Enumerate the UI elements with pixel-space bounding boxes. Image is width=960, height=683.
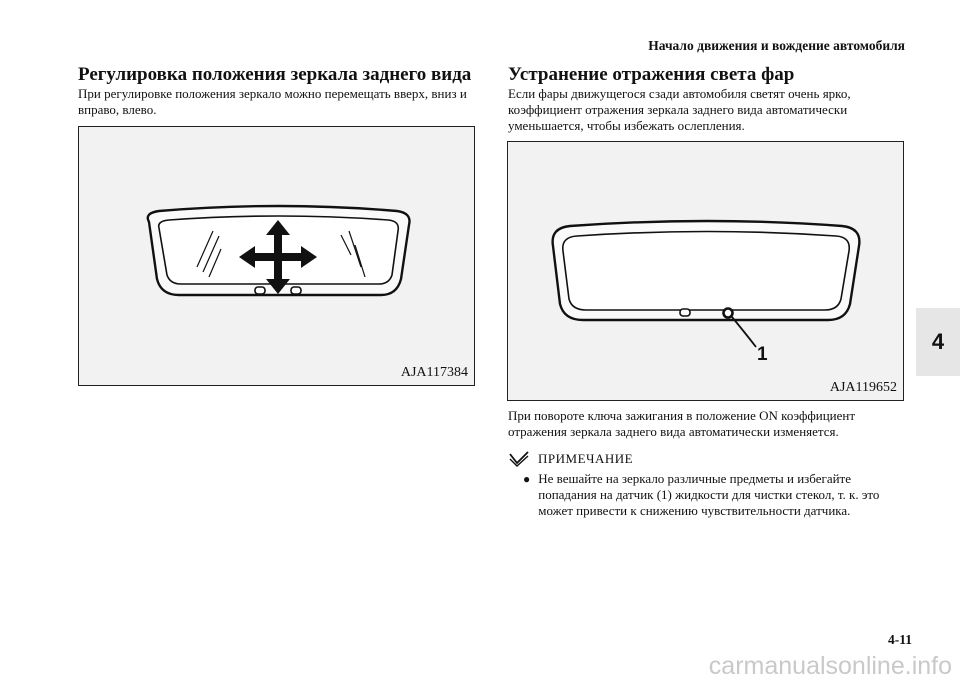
note-item-text: Не вешайте на зеркало различные предметы и избегайте попадания на датчик (1) жидкости для чистки стекол, т. к. это может привести к снижению чувствительности датчика. [538,471,880,518]
left-paragraph: При регулировке положения зеркало можно перемещать вверх, вниз и вправо, влево. [78,86,467,117]
mirror-bump-right [291,287,301,294]
mirror-bump-left [680,309,690,316]
figure-code: AJA117384 [400,365,468,380]
right-section-title: Устранение отражения света фар [508,64,795,85]
running-header: Начало движения и вождение автомобиля [648,38,905,53]
page-number: 4-11 [887,632,912,647]
light-sensor-icon [724,309,733,318]
chapter-tab: 4 [916,308,960,376]
figure-mirror-adjust [78,126,475,386]
auto-dimming-illustration [508,142,905,402]
right-paragraph: Если фары движущегося сзади автомобиля светят очень ярко, коэффициент отражения зеркала заднего вида автоматически уменьшается, чтобы избежать ослепления. [508,86,851,133]
callout-leader-line [732,317,756,347]
mirror-adjust-illustration [79,127,476,387]
note-heading [508,451,633,467]
note-icon [508,451,530,467]
mirror-glass [563,232,849,311]
note-heading-label: ПРИМЕЧАНИЕ [538,451,634,466]
mirror-bump-left [255,287,265,294]
figure-auto-dimming [507,141,904,401]
note-item [523,471,893,519]
figure-code: AJA119652 [829,380,897,395]
ignition-paragraph: При повороте ключа зажигания в положение ON коэффициент отражения зеркала заднего вида автоматически изменяется. [508,408,856,439]
watermark: carmanualsonline.info [708,652,952,680]
left-section-title: Регулировка положения зеркала заднего вида [78,64,472,85]
bullet-icon: ● [523,472,531,486]
callout-number: 1 [757,344,768,365]
